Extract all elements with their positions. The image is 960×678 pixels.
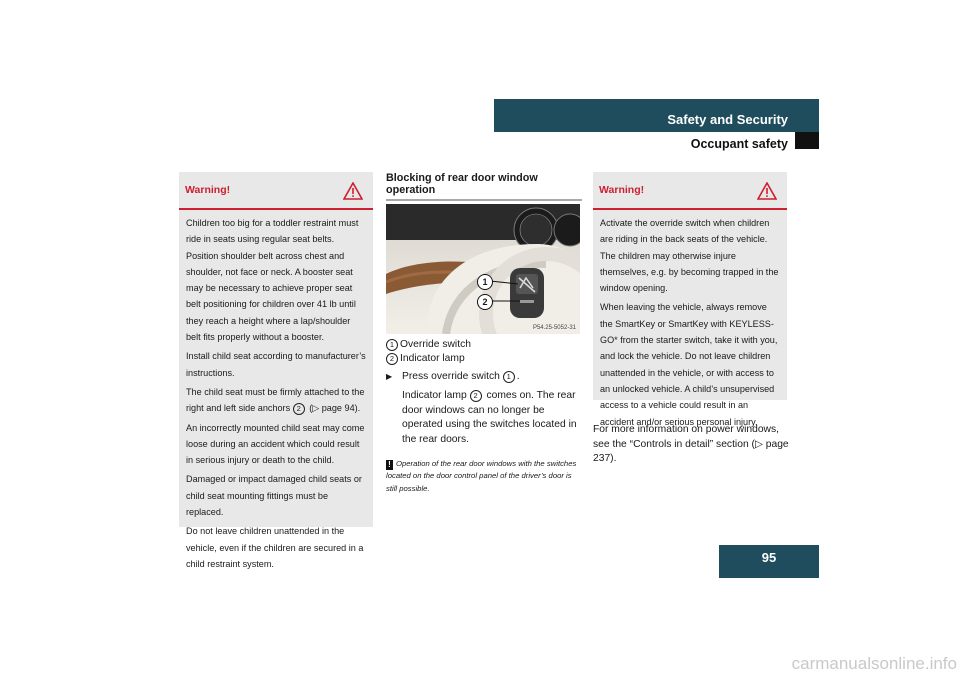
warning-paragraph: Children too big for a toddler restraint must ride in seats using regular seat belts. Position shoulder belt across chest and shoulder, not face or neck. A booster seat may be necessary to achieve proper seat belt positioning for children over 41 lb until they reach a height where a lap/shoulder belt fits properly without a booster. xyxy=(186,218,359,343)
header-tab-marker xyxy=(795,132,819,149)
instruction-step xyxy=(386,370,582,385)
rear-window-blocking-section xyxy=(386,172,582,495)
result-prefix: Indicator lamp xyxy=(402,389,467,401)
warning-box-left xyxy=(179,172,373,569)
result-text: comes on. The rear door windows can no longer be operated using the switches located in the rear doors. xyxy=(402,389,577,446)
warning-body xyxy=(179,210,373,572)
warning-paragraph xyxy=(186,384,366,417)
anchor-callout: 2 xyxy=(293,403,305,415)
warning-title: Warning! xyxy=(599,184,645,196)
photo-code: P54.25-5052-31 xyxy=(532,325,576,331)
warning-paragraph: Activate the override switch when children are riding in the back seats of the vehicle. The children may otherwise injure themselves, e.g. by becoming trapped in the window opening. xyxy=(600,218,779,294)
warning-title: Warning! xyxy=(185,184,231,196)
dashboard-illustration xyxy=(386,204,580,334)
warning-header xyxy=(179,172,373,210)
legend-label: Indicator lamp xyxy=(400,353,465,364)
warning-triangle-icon xyxy=(757,182,777,200)
legend-label: Override switch xyxy=(400,339,471,350)
page-number: 95 xyxy=(719,545,819,578)
callout-indicator-lamp: 2 xyxy=(477,294,493,310)
legend-number: 1 xyxy=(386,339,398,351)
warning-paragraph-text: The child seat must be firmly attached to the right and left side anchors xyxy=(186,386,365,414)
step-callout: 1 xyxy=(503,371,515,383)
section-heading: Blocking of rear door window operation xyxy=(386,172,538,196)
page-reference-link[interactable]: (▷ page 94). xyxy=(309,403,361,414)
note-exclamation-icon: ! xyxy=(386,460,393,470)
warning-triangle-icon xyxy=(343,182,363,200)
step-result xyxy=(402,389,582,448)
step-text-content: Press override switch xyxy=(402,371,500,382)
callout-override-switch: 1 xyxy=(477,274,493,290)
warning-box-right xyxy=(593,172,787,427)
heading-rule xyxy=(386,199,582,201)
warning-paragraph: When leaving the vehicle, always remove the SmartKey or SmartKey with KEYLESS-GO* from the starter switch, take it with you, and lock the vehicle. Do not leave children unattended in the vehicle, or with access to an unlocked vehicle. A child’s unsupervised access to a vehicle could result in an accident and/or serious personal injury. xyxy=(600,302,778,427)
section-title: Safety and Security xyxy=(667,112,788,127)
step-text: Press override switch 1 . xyxy=(402,371,520,382)
result-callout: 2 xyxy=(470,390,482,402)
warning-body xyxy=(593,210,787,430)
note-box xyxy=(386,458,582,495)
warning-paragraph: Damaged or impact damaged child seats or child seat mounting fittings must be replaced. xyxy=(186,474,362,518)
warning-header xyxy=(593,172,787,210)
legend-number: 2 xyxy=(386,353,398,365)
note-text: Operation of the rear door windows with the switches located on the door control panel of the driver’s door is still possible. xyxy=(386,458,577,493)
warning-paragraph: An incorrectly mounted child seat may come loose during an accident which could result in serious injury or death to the child. xyxy=(186,422,365,466)
more-information-text: For more information on power windows, see the “Controls in detail” section (▷ page 237). xyxy=(593,424,789,465)
legend-item xyxy=(386,352,582,366)
warning-paragraph: Do not leave children unattended in the vehicle, even if the children are secured in a child restraint system. xyxy=(186,526,364,569)
watermark: carmanualsonline.info xyxy=(791,654,957,673)
subsection-title: Occupant safety xyxy=(690,137,788,151)
warning-paragraph: Install child seat according to manufacturer’s instructions. xyxy=(186,351,366,378)
legend-item xyxy=(386,338,582,352)
steering-wheel-photo xyxy=(386,204,580,334)
step-arrow-icon: ▶ xyxy=(386,372,393,381)
